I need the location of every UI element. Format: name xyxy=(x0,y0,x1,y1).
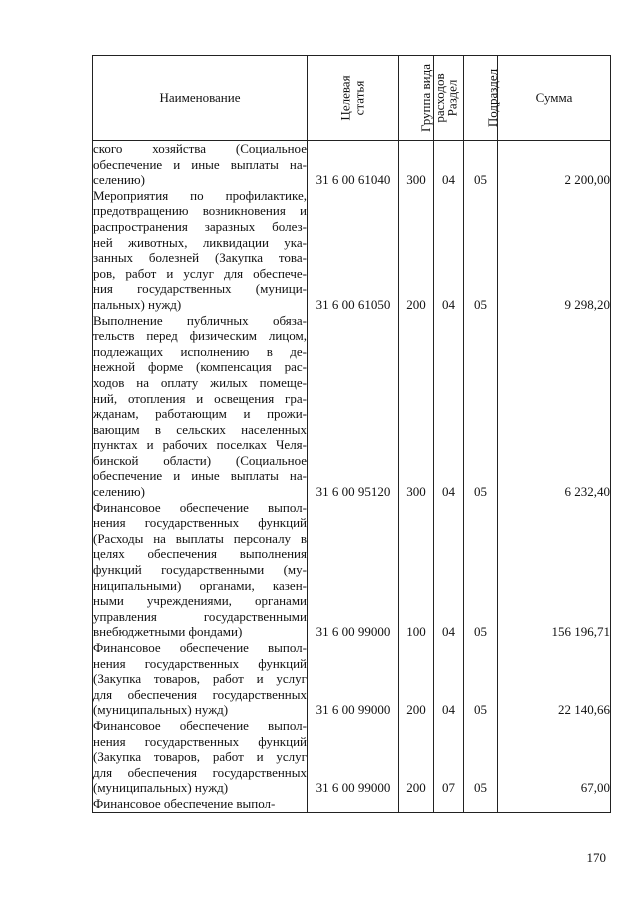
expense-name-line: ров, работ и услуг для обеспече- xyxy=(93,265,307,281)
expense-name-line: распространения заразных болез- xyxy=(93,218,307,234)
expense-name-line: пальных) нужд) xyxy=(93,296,182,312)
sum-cell: 67,00 xyxy=(498,718,611,796)
expense-name-line: ния государственных (муници- xyxy=(93,281,307,297)
expense-name-line: подлежащих исполнению в де- xyxy=(93,343,307,359)
target-article-cell: 31 6 00 99000 xyxy=(308,640,399,718)
expense-group-cell: 300 xyxy=(399,313,434,500)
target-article-cell: 31 6 00 99000 xyxy=(308,718,399,796)
expense-name-line: нения государственных функций xyxy=(93,655,307,671)
section-cell: 04 xyxy=(434,313,464,500)
table-row xyxy=(93,796,611,812)
expense-name-line: обеспечение и иные выплаты на- xyxy=(93,468,307,484)
expense-name-line: пунктах и рабочих поселках Челя- xyxy=(93,437,307,453)
target-article-cell: 31 6 00 99000 xyxy=(308,500,399,640)
expense-name-line: бинской области) (Социальное xyxy=(93,452,307,468)
expense-name-line: селению) xyxy=(93,172,145,188)
header-expense-group: Группа вида расходов xyxy=(399,56,434,141)
section-cell xyxy=(434,796,464,812)
expense-name-line: ней животных, ликвидации ука- xyxy=(93,234,307,250)
expense-name-line: занных болезней (Закупка това- xyxy=(93,250,307,266)
sum-cell xyxy=(498,796,611,812)
expense-group-cell: 300 xyxy=(399,141,434,188)
section-cell: 04 xyxy=(434,640,464,718)
subsection-cell: 05 xyxy=(464,718,498,796)
table-row xyxy=(93,500,611,640)
expense-name-line: функций государственными (му- xyxy=(93,562,307,578)
header-sum: Сумма xyxy=(498,56,611,141)
expense-name-cell xyxy=(93,640,308,718)
table-header-row xyxy=(93,56,611,141)
target-article-cell: 31 6 00 61050 xyxy=(308,188,399,313)
subsection-cell: 05 xyxy=(464,500,498,640)
target-article-cell: 31 6 00 61040 xyxy=(308,141,399,188)
subsection-cell xyxy=(464,796,498,812)
subsection-cell: 05 xyxy=(464,640,498,718)
expense-name-line: Финансовое обеспечение выпол- xyxy=(93,640,307,655)
expense-name-line: вающим в сельских населенных xyxy=(93,421,307,437)
section-cell: 04 xyxy=(434,188,464,313)
page-number: 170 xyxy=(586,850,606,865)
expense-name-line: тельств перед физическим лицом, xyxy=(93,328,307,344)
expense-name-line: ского хозяйства (Социальное xyxy=(93,141,307,156)
header-target-article: Целевая статья xyxy=(308,56,399,141)
expense-name-line: (муниципальных) нужд) xyxy=(93,780,229,796)
target-article-cell xyxy=(308,796,399,812)
expense-name-line: нения государственных функций xyxy=(93,733,307,749)
table-row xyxy=(93,188,611,313)
header-name: Наименование xyxy=(93,56,308,141)
sum-cell: 156 196,71 xyxy=(498,500,611,640)
expense-group-cell: 200 xyxy=(399,640,434,718)
table-row xyxy=(93,141,611,188)
expense-name-line: Мероприятия по профилактике, xyxy=(93,187,307,203)
expense-name-line: селению) xyxy=(93,484,145,500)
expense-name-cell xyxy=(93,141,308,188)
expense-name-line: управления государственными xyxy=(93,608,307,624)
expense-name-cell xyxy=(93,313,308,500)
expense-name-line: Финансовое обеспечение выпол- xyxy=(93,717,307,733)
expense-name-line: для обеспечения государственных xyxy=(93,686,307,702)
expense-name-line: жданам, работающим и прожи- xyxy=(93,406,307,422)
sum-cell: 2 200,00 xyxy=(498,141,611,188)
subsection-cell: 05 xyxy=(464,188,498,313)
sum-cell: 6 232,40 xyxy=(498,313,611,500)
header-section: Раздел xyxy=(434,56,464,141)
expense-name-line: Финансовое обеспечение выпол- xyxy=(93,499,307,515)
subsection-cell: 05 xyxy=(464,313,498,500)
expense-group-cell: 200 xyxy=(399,718,434,796)
table-row xyxy=(93,313,611,500)
expense-name-line: ходов на оплату жилых помеще- xyxy=(93,374,307,390)
section-cell: 04 xyxy=(434,141,464,188)
expense-name-line: (муниципальных) нужд) xyxy=(93,702,229,718)
expense-name-line: для обеспечения государственных xyxy=(93,764,307,780)
section-cell: 04 xyxy=(434,500,464,640)
section-cell: 07 xyxy=(434,718,464,796)
expense-name-line: ниципальными) органами, казен- xyxy=(93,577,307,593)
expense-name-line: нежной форме (компенсация рас- xyxy=(93,359,307,375)
target-article-cell: 31 6 00 95120 xyxy=(308,313,399,500)
expense-name-line: (Закупка товаров, работ и услуг xyxy=(93,671,307,687)
header-subsection: Подраздел xyxy=(464,56,498,141)
budget-table xyxy=(92,55,611,813)
expense-name-line: нения государственных функций xyxy=(93,515,307,531)
expense-name-cell xyxy=(93,718,308,796)
expense-group-cell: 100 xyxy=(399,500,434,640)
expense-name-line: предотвращению возникновения и xyxy=(93,203,307,219)
expense-name-line: ными учреждениями, органами xyxy=(93,593,307,609)
expense-name-line: обеспечение и иные выплаты на- xyxy=(93,156,307,172)
table-row xyxy=(93,718,611,796)
expense-name-line: целях обеспечения выполнения xyxy=(93,546,307,562)
expense-name-cell xyxy=(93,188,308,313)
table-row xyxy=(93,640,611,718)
sum-cell: 9 298,20 xyxy=(498,188,611,313)
expense-name-cell xyxy=(93,500,308,640)
expense-name-line: (Расходы на выплаты персоналу в xyxy=(93,530,307,546)
expense-group-cell: 200 xyxy=(399,188,434,313)
expense-name-line: Финансовое обеспечение выпол- xyxy=(93,795,276,811)
expense-group-cell xyxy=(399,796,434,812)
expense-name-line: ний, отопления и освещения гра- xyxy=(93,390,307,406)
expense-name-cell xyxy=(93,796,308,812)
subsection-cell: 05 xyxy=(464,141,498,188)
sum-cell: 22 140,66 xyxy=(498,640,611,718)
expense-name-line: (Закупка товаров, работ и услуг xyxy=(93,749,307,765)
expense-name-line: Выполнение публичных обяза- xyxy=(93,312,307,328)
expense-name-line: внебюджетными фондами) xyxy=(93,624,243,640)
